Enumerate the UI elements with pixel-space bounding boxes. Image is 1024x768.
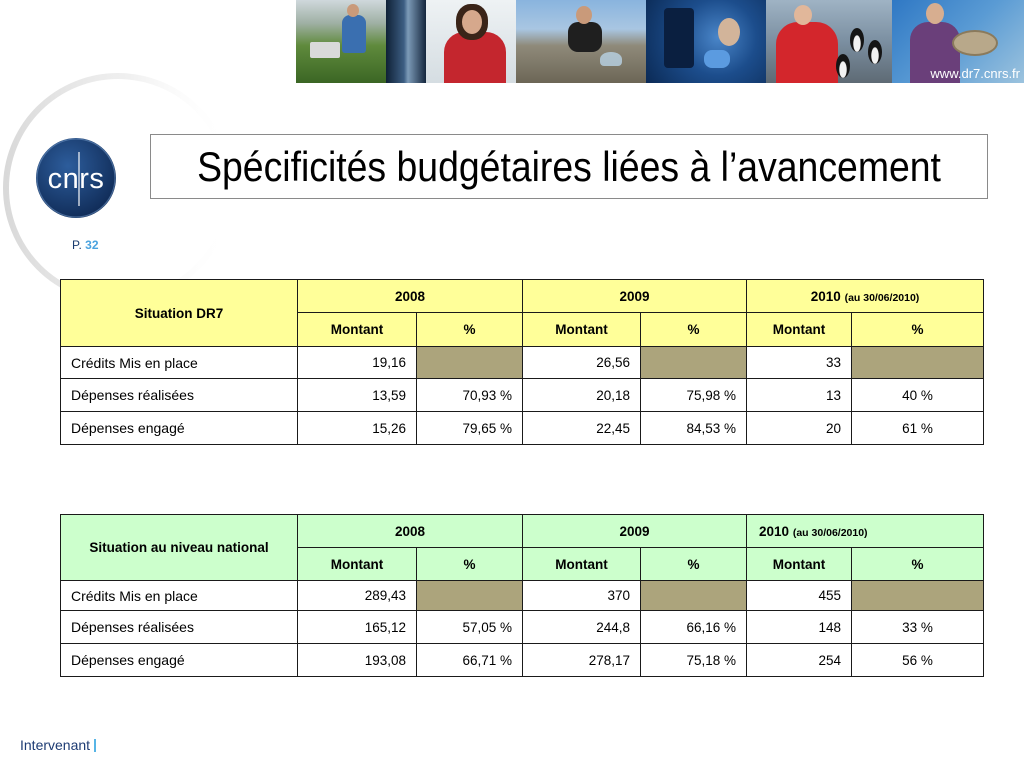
column-header-percent: % bbox=[852, 313, 984, 347]
slide-title: Spécificités budgétaires liées à l’avancement bbox=[197, 142, 941, 190]
situation-header: Situation au niveau national bbox=[61, 515, 298, 581]
row-label: Dépenses réalisées bbox=[61, 611, 298, 644]
table-row bbox=[61, 379, 984, 412]
photo-figure bbox=[568, 22, 602, 52]
photo-figure-head bbox=[794, 5, 812, 25]
dr7-budget-table bbox=[60, 279, 984, 445]
column-header-percent: % bbox=[417, 548, 523, 581]
shaded-cell bbox=[852, 347, 984, 379]
year-header bbox=[523, 280, 747, 313]
table-row bbox=[61, 611, 984, 644]
year-note: (au 30/06/2010) bbox=[844, 291, 920, 304]
year-header bbox=[747, 280, 984, 313]
year-header bbox=[298, 280, 523, 313]
amount-cell: 193,08 bbox=[298, 644, 417, 677]
year-header bbox=[298, 515, 523, 548]
year-label: 2008 bbox=[394, 523, 426, 539]
year-label: 2009 bbox=[619, 288, 650, 304]
photo-figure-head bbox=[926, 3, 944, 24]
photo-figure-head bbox=[718, 18, 740, 46]
percent-cell: 66,71 % bbox=[417, 644, 523, 677]
year-note: (au 30/06/2010) bbox=[792, 526, 868, 539]
photo-sieve bbox=[952, 30, 998, 56]
table-row bbox=[61, 347, 984, 379]
photo-instrument bbox=[664, 8, 694, 68]
amount-cell: 165,12 bbox=[298, 611, 417, 644]
column-header-percent: % bbox=[417, 313, 523, 347]
year-label: 2010 bbox=[810, 288, 841, 304]
photo-figure bbox=[342, 15, 366, 53]
amount-cell: 20,18 bbox=[523, 379, 641, 412]
amount-cell: 244,8 bbox=[523, 611, 641, 644]
photo-glove bbox=[704, 50, 730, 68]
amount-cell: 254 bbox=[747, 644, 852, 677]
page-number-value: 32 bbox=[85, 238, 99, 252]
column-header-amount: Montant bbox=[298, 548, 417, 581]
banner-photo bbox=[426, 0, 516, 83]
banner-photo bbox=[296, 0, 386, 83]
table-row bbox=[61, 581, 984, 611]
photo-figure-head bbox=[462, 10, 482, 34]
amount-cell: 20 bbox=[747, 412, 852, 445]
cnrs-logo bbox=[34, 136, 118, 220]
percent-cell: 66,16 % bbox=[641, 611, 747, 644]
year-header bbox=[523, 515, 747, 548]
amount-cell: 289,43 bbox=[298, 581, 417, 611]
amount-cell: 13 bbox=[747, 379, 852, 412]
percent-cell: 61 % bbox=[852, 412, 984, 445]
presenter-label: Intervenant bbox=[20, 737, 91, 753]
amount-cell: 370 bbox=[523, 581, 641, 611]
column-header-percent: % bbox=[641, 548, 747, 581]
column-header-amount: Montant bbox=[747, 548, 852, 581]
row-label: Dépenses engagé bbox=[61, 412, 298, 445]
column-header-amount: Montant bbox=[298, 313, 417, 347]
percent-cell: 40 % bbox=[852, 379, 984, 412]
row-label: Crédits Mis en place bbox=[61, 581, 298, 611]
page-number-prefix: P. bbox=[72, 238, 82, 252]
percent-cell: 84,53 % bbox=[641, 412, 747, 445]
photo-equipment bbox=[310, 42, 340, 58]
percent-cell: 33 % bbox=[852, 611, 984, 644]
shaded-cell bbox=[417, 581, 523, 611]
percent-cell: 79,65 % bbox=[417, 412, 523, 445]
amount-cell: 33 bbox=[747, 347, 852, 379]
amount-cell: 455 bbox=[747, 581, 852, 611]
footer-separator bbox=[94, 739, 96, 752]
banner-photo bbox=[892, 0, 1024, 83]
column-header-amount: Montant bbox=[747, 313, 852, 347]
column-header-amount: Montant bbox=[523, 548, 641, 581]
amount-cell: 22,45 bbox=[523, 412, 641, 445]
shaded-cell bbox=[641, 581, 747, 611]
amount-cell: 278,17 bbox=[523, 644, 641, 677]
table-header-row bbox=[61, 280, 984, 313]
table-row bbox=[61, 412, 984, 445]
table-header-row bbox=[61, 515, 984, 548]
photo-banner bbox=[296, 0, 1024, 83]
photo-figure-head bbox=[576, 6, 592, 24]
row-label: Dépenses engagé bbox=[61, 644, 298, 677]
amount-cell: 148 bbox=[747, 611, 852, 644]
year-label: 2009 bbox=[619, 523, 650, 539]
website-url: www.dr7.cnrs.fr bbox=[930, 66, 1020, 81]
column-header-percent: % bbox=[641, 313, 747, 347]
row-label: Crédits Mis en place bbox=[61, 347, 298, 379]
percent-cell: 56 % bbox=[852, 644, 984, 677]
page-number bbox=[72, 238, 99, 252]
title-box bbox=[150, 134, 988, 199]
banner-photo bbox=[766, 0, 892, 83]
percent-cell: 75,18 % bbox=[641, 644, 747, 677]
year-header bbox=[747, 515, 984, 548]
photo-penguin bbox=[836, 54, 850, 78]
year-label: 2008 bbox=[394, 288, 426, 304]
cnrs-logo-text: cnrs bbox=[47, 163, 105, 195]
shaded-cell bbox=[641, 347, 747, 379]
column-header-percent: % bbox=[852, 548, 984, 581]
shaded-cell bbox=[417, 347, 523, 379]
year-label: 2010 bbox=[759, 523, 790, 539]
row-label: Dépenses réalisées bbox=[61, 379, 298, 412]
shaded-cell bbox=[852, 581, 984, 611]
percent-cell: 75,98 % bbox=[641, 379, 747, 412]
percent-cell: 57,05 % bbox=[417, 611, 523, 644]
banner-photo bbox=[646, 0, 766, 83]
photo-penguin bbox=[868, 40, 882, 64]
column-header-amount: Montant bbox=[523, 313, 641, 347]
table-row bbox=[61, 644, 984, 677]
amount-cell: 13,59 bbox=[298, 379, 417, 412]
amount-cell: 15,26 bbox=[298, 412, 417, 445]
photo-dome bbox=[600, 52, 622, 66]
percent-cell: 70,93 % bbox=[417, 379, 523, 412]
photo-figure bbox=[776, 22, 838, 83]
banner-photo bbox=[516, 0, 646, 83]
amount-cell: 19,16 bbox=[298, 347, 417, 379]
amount-cell: 26,56 bbox=[523, 347, 641, 379]
photo-penguin bbox=[850, 28, 864, 52]
situation-header: Situation DR7 bbox=[61, 280, 298, 347]
photo-figure-head bbox=[347, 4, 359, 17]
national-budget-table bbox=[60, 514, 984, 677]
banner-photo bbox=[386, 0, 426, 83]
